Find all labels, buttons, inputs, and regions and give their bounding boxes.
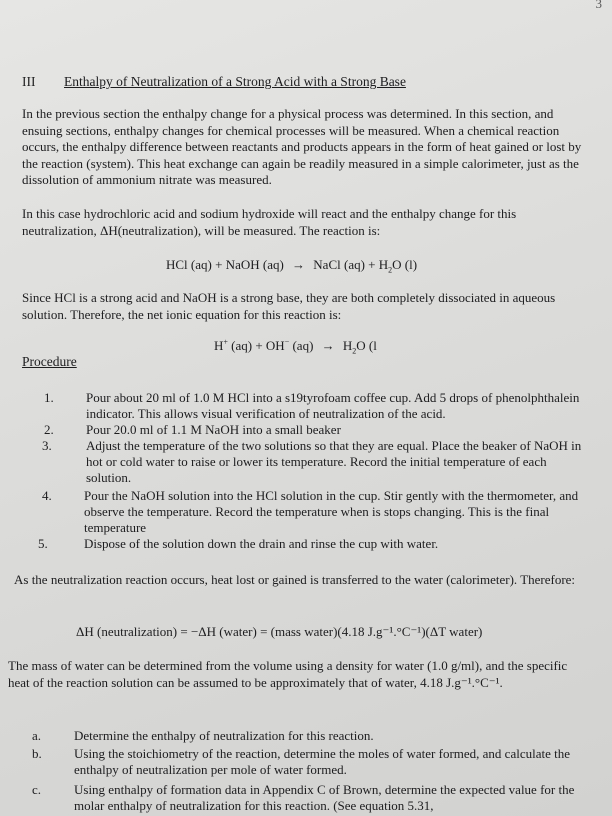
question-letter: b. [32, 746, 42, 761]
step-number: 2. [44, 422, 54, 437]
question-text: Using the stoichiometry of the reaction, determine the moles of water formed, and calculate the enthalpy of neutralization per mole of water formed. [74, 746, 570, 777]
question-letter: c. [32, 782, 42, 797]
step-number: 4. [42, 488, 52, 503]
step-number: 3. [42, 438, 52, 453]
step-number: 5. [38, 536, 48, 551]
question-text: Using enthalpy of formation data in Appendix C of Brown, determine the expected value for the molar enthalpy of neutralization for this reaction. (See equation 5.31, [74, 782, 575, 813]
procedure-step: Pour about 20 ml of 1.0 M HCl into a s19tyrofoam coffee cup. Add 5 drops of phenolphthalein indicator. This allows visual verification of neutralization of the acid. [86, 390, 580, 421]
net-ionic-reactants: H+ (aq) + OH− (aq) [214, 338, 314, 354]
molecular-equation [166, 257, 417, 275]
section-heading [22, 74, 406, 90]
mass-specific-heat-paragraph: The mass of water can be determined from the volume using a density for water (1.0 g/ml), and the specific heat of the reaction solution can be assumed to be approximately that of water, 4.18 J.g⁻¹.°C⁻¹. [8, 658, 568, 690]
net-ionic-equation [214, 338, 377, 356]
dissociation-paragraph: Since HCl is a strong acid and NaOH is a strong base, they are both completely dissociated in aqueous solution. Therefore, the net ionic equation for this reaction is: [22, 290, 556, 322]
procedure-heading: Procedure [22, 354, 77, 369]
procedure-step: Pour the NaOH solution into the HCl solution in the cup. Stir gently with the thermometer, and observe the temperature. Record the temperature when is stops changing. This is the final temperature [84, 488, 579, 535]
reaction-arrow-icon: → [292, 257, 306, 272]
procedure-step: Dispose of the solution down the drain and rinse the cup with water. [84, 536, 439, 551]
molecular-equation-reactants: HCl (aq) + NaOH (aq) [166, 257, 284, 272]
reaction-intro-paragraph: In this case hydrochloric acid and sodium hydroxide will react and the enthalpy change for this neutralization, ΔH(neutralization), will be measured. The reaction is: [22, 206, 517, 238]
heat-transfer-paragraph: As the neutralization reaction occurs, heat lost or gained is transferred to the water (calorimeter). Therefore: [14, 572, 576, 587]
procedure-step: Adjust the temperature of the two solutions so that they are equal. Place the beaker of NaOH in hot or cold water to raise or lower its temperature. Record the initial temperature of each solution. [86, 438, 582, 485]
question-text: Determine the enthalpy of neutralization for this reaction. [74, 728, 374, 743]
step-number: 1. [44, 390, 54, 405]
intro-paragraph: In the previous section the enthalpy change for a physical process was determined. In this section, and ensuing sections, enthalpy changes for chemical processes will be measured. When a chemical reaction occurs, the enthalpy difference between reactants and products appears in the form of heat gained or lost by the reaction (system). This heat exchange can again be readily measured in a simple calorimeter, just as the dissolution of ammonium nitrate was measured. [22, 106, 582, 187]
page-number: 3 [595, 0, 602, 11]
net-ionic-products: $H_2O$ (l [342, 338, 377, 356]
enthalpy-equation: ΔH (neutralization) = −ΔH (water) = (mass water)(4.18 J.g⁻¹.°C⁻¹)(ΔT water) [76, 624, 483, 639]
section-roman-numeral: III [22, 74, 36, 89]
procedure-step: Pour 20.0 ml of 1.1 M NaOH into a small beaker [86, 422, 341, 437]
molecular-equation-products: NaCl $(aq) + H_2O$ (l) [313, 257, 418, 275]
reaction-arrow-icon: → [321, 338, 335, 354]
section-title: Enthalpy of Neutralization of a Strong Acid with a Strong Base [64, 74, 406, 89]
question-letter: a. [32, 728, 42, 743]
